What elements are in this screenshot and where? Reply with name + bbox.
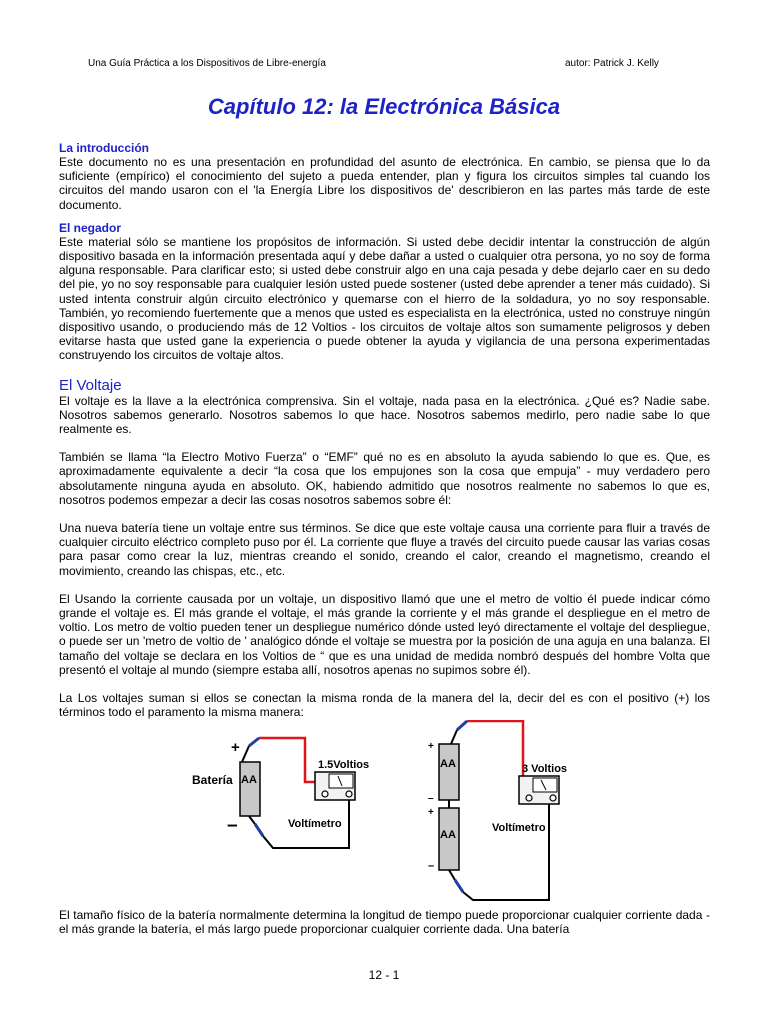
- voltmeter-terminal-positive: [322, 791, 328, 797]
- wire-negative-black: [463, 798, 549, 900]
- running-header-title: Una Guía Práctica a los Dispositivos de Libre-energía: [88, 58, 326, 69]
- terminal-lead-negative: [455, 880, 463, 892]
- paragraph-voltage-6: El tamaño físico de la batería normalmente determina la longitud de tiempo puede proporcionar cualquier corriente dada - el más grande la batería, el más largo puede proporcionar cualquier corriente dada. Una batería: [59, 907, 710, 936]
- running-header-author: autor: Patrick J. Kelly: [565, 58, 659, 69]
- paragraph-voltage-3: Una nueva batería tiene un voltaje entre sus términos. Se dice que este voltaje causa una corriente para fluir a través de cualquier circuito eléctrico completo puso por él. La corriente que fluye a través del circuito puede causar las varias cosas para pasar como crear la luz, mientras creando el sonido, creando el calor, creando el magnetismo, creando el movimiento, creando las chispas, etc., etc.: [59, 521, 710, 578]
- section-heading-disclaimer: El negador: [59, 220, 122, 235]
- diagram-single-battery: [192, 738, 369, 848]
- voltmeter-reading: 1.5Voltios: [318, 758, 370, 771]
- paragraph-voltage-1: El voltaje es la llave a la electrónica comprensiva. Sin el voltaje, nada pasa en la electrónica. ¿Qué es? Nadie sabe. Nosotros sabemos generarlo. Nosotros sabemos lo que hace. Nosotros sabemos medirlo, pero nadie sabe lo que realmente es.: [59, 393, 710, 437]
- terminal-lead-negative: [255, 824, 263, 836]
- voltmeter-label: Voltímetro: [288, 817, 342, 830]
- section-heading-introduction: La introducción: [59, 141, 149, 155]
- plus-sign: +: [231, 738, 240, 756]
- battery-cell-top: [439, 744, 459, 800]
- paragraph-voltage-2: También se llama “la Electro Motivo Fuerza” o “EMF” qué no es en absoluto la ayuda sabiendo lo que es. Que, es aproximadamente equivalente a decir “la cosa que los empujones son la cosa que empuja” - muy verdadero pero absolutamente ninguna ayuda en absoluto. OK, habiendo admitido que nosotros realmente no sabemos lo que es, nosotros podemos empezar a decir las cosas nosotros sabemos sobre él:: [59, 450, 710, 507]
- chapter-title: Capítulo 12: la Electrónica Básica: [207, 94, 561, 119]
- lead-negative-from-battery: [449, 870, 455, 880]
- terminal-lead-positive: [457, 721, 467, 730]
- battery-cell-bottom-label: AA: [440, 828, 456, 841]
- page-number: 12 - 1: [368, 968, 400, 982]
- circuit-diagrams-svg: [59, 720, 710, 908]
- voltmeter-dial: [533, 778, 557, 792]
- voltmeter-dial: [329, 774, 353, 788]
- paragraph-voltage-4: El Usando la corriente causada por un voltaje, un dispositivo llamó que une el metro de voltio él puede indicar cómo grande el voltaje es. El más grande el voltaje, el más grande la corriente y el más grande el despliegue en el metro de voltio. Los metro de voltio pueden tener un despliegue numérico dónde usted leyó directamente el voltaje del despliegue, o puede ser un 'metro de voltio de ' analógico dónde el voltaje se muestra por la posición de una aguja en una balanza. El tamaño del voltaje se declara en los Voltios de “ que es una unidad de medida nombró después del hombre Volta que presentó el voltaje al mundo (siempre estaba allí, nosotros apenas no supimos sobre él).: [59, 591, 710, 677]
- plus-sign-bottom: +: [428, 806, 434, 818]
- minus-sign-bottom: –: [428, 859, 435, 872]
- voltmeter-label: Voltímetro: [492, 821, 546, 834]
- battery-voltmeter-diagrams: [59, 720, 710, 908]
- paragraph-introduction: Este documento no es una presentación en profundidad del asunto de electrónica. En cambio, se piensa que lo da suficiente (empírico) el conocimiento del sujeto a pueda entender, plan y figura los circuitos simples tal cuando los circuitos del mando usaron con el 'la Energía Libre los dispositivos de' describieron en las partes más tarde de este documento.: [59, 155, 710, 212]
- voltmeter-terminal-positive: [526, 795, 532, 801]
- paragraph-disclaimer: Este material sólo se mantiene los propósitos de información. Si usted debe decidir intentar la construcción de algún dispositivo basada en la información presentada aquí y debe dañar a usted o cualquier otra persona, yo no soy de forma alguna responsable. Para clarificar esto; si usted debe construir algo en una caja pesada y debe dejarlo caer en su dedo del pie, yo no soy responsable para cualquier lesión usted puede sostener (usted debe aprender a tener más cuidado). Si usted intenta construir algún circuito electrónico y quemarse con el hierro de la soldadura, yo no soy responsable. También, yo recomiendo fuertemente que a menos que usted es especialista en la electrónica, usted no construye ningún dispositivo usando, o produciendo más de 12 Voltios - los circuitos de voltaje altos son sumamente peligrosos y deben evitarse hasta que usted gane la experiencia o puede obtener la ayuda y vigilancia de una persona experimentadas construyendo los circuitos de voltaje altos.: [59, 234, 710, 363]
- wire-positive-red: [259, 738, 321, 782]
- plus-sign-top: +: [428, 740, 434, 752]
- voltmeter-reading: 3 Voltios: [522, 762, 568, 775]
- lead-positive-to-battery: [242, 746, 249, 762]
- lead-positive-to-battery: [451, 730, 457, 744]
- minus-sign: –: [227, 814, 238, 836]
- voltmeter-terminal-negative: [550, 795, 556, 801]
- diagram-two-batteries: [428, 721, 567, 900]
- battery-cell-label: AA: [241, 773, 257, 786]
- minus-sign-top: –: [428, 792, 434, 804]
- voltmeter-terminal-negative: [346, 791, 352, 797]
- battery-cell-top-label: AA: [440, 757, 456, 770]
- battery-name-label: Batería: [192, 772, 233, 787]
- battery-cell: [240, 762, 260, 816]
- section-heading-voltage: El Voltaje: [59, 376, 122, 394]
- document-body: [59, 141, 710, 936]
- terminal-lead-positive: [249, 738, 259, 746]
- paragraph-voltage-5: La Los voltajes suman si ellos se conectan la misma ronda de la manera del la, decir del es con el positivo (+) los términos todo el paramento la misma manera:: [59, 691, 710, 720]
- lead-negative-from-battery: [249, 816, 255, 824]
